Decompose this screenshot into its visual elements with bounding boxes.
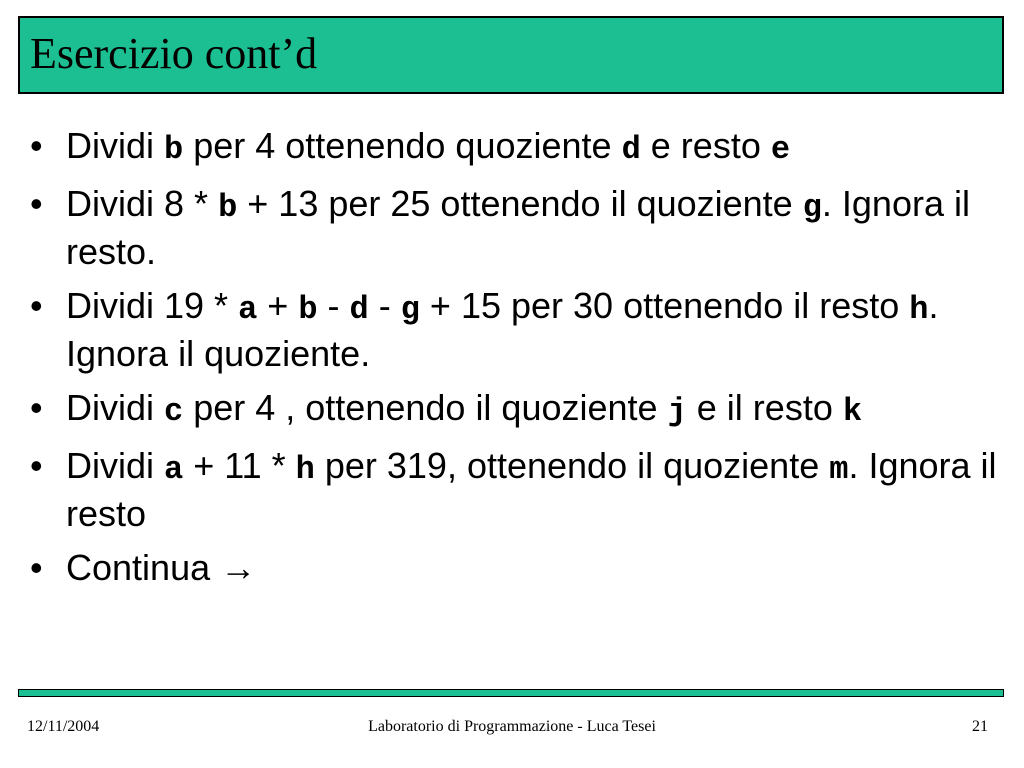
variable-name: h	[295, 451, 315, 488]
bullet-dot: •	[30, 125, 43, 166]
bullet-item	[30, 546, 1005, 590]
footer-date: 12/11/2004	[27, 718, 100, 735]
variable-name: g	[400, 291, 420, 328]
bullet-text: Dividi	[66, 125, 165, 166]
bullet-item	[30, 386, 1005, 434]
bullet-text: Continua	[66, 547, 221, 588]
variable-name: b	[164, 131, 184, 168]
bullet-item	[30, 444, 1005, 536]
bullet-text: e il resto	[686, 387, 843, 428]
variable-name: b	[218, 189, 238, 226]
variable-name: e	[770, 131, 791, 168]
slide-title: Esercizio cont’d	[30, 29, 318, 78]
variable-name: j	[667, 393, 687, 430]
variable-name: d	[349, 291, 369, 328]
bullet-dot: •	[30, 445, 43, 486]
bullet-text: per 319, ottenendo il quoziente	[314, 445, 830, 486]
bullet-dot: •	[30, 387, 43, 428]
variable-name: a	[238, 291, 258, 328]
bullet-text: Dividi	[66, 445, 165, 486]
variable-name: k	[842, 393, 863, 430]
footer-divider	[18, 689, 1004, 697]
bullet-text: + 15 per 30 ottenendo il resto	[419, 285, 910, 326]
variable-name: b	[298, 291, 318, 328]
bullet-text: per 4 , ottenendo il quoziente	[183, 387, 668, 428]
bullet-text: + 11 *	[183, 445, 296, 486]
variable-name: a	[164, 451, 184, 488]
bullet-text: . Ignora il quoziente.	[66, 285, 939, 374]
bullet-text: . Ignora il resto	[66, 445, 997, 534]
footer-title: Laboratorio di Programmazione - Luca Tesei	[368, 718, 656, 735]
bullet-dot: •	[30, 285, 43, 326]
variable-name: d	[621, 131, 641, 168]
bullet-item	[30, 124, 1005, 172]
arrow-right-icon: →	[220, 547, 257, 588]
bullet-item	[30, 182, 1005, 274]
bullet-text: Dividi 8 *	[66, 183, 219, 224]
bullet-dot: •	[30, 547, 43, 588]
bullet-item	[30, 284, 1005, 376]
variable-name: g	[802, 189, 822, 226]
bullet-text: Dividi	[66, 387, 165, 428]
variable-name: h	[909, 291, 929, 328]
bullet-text: Dividi 19 *	[66, 285, 239, 326]
bullet-list	[30, 124, 1005, 600]
bullet-text: . Ignora il resto.	[66, 183, 970, 272]
bullet-dot: •	[30, 183, 43, 224]
variable-name: c	[164, 393, 184, 430]
bullet-text: -	[317, 285, 350, 326]
bullet-text: -	[368, 285, 401, 326]
page-number: 21	[972, 718, 988, 735]
bullet-text: + 13 per 25 ottenendo il quoziente	[237, 183, 803, 224]
bullet-text: e resto	[640, 125, 771, 166]
bullet-text: per 4 ottenendo quoziente	[183, 125, 622, 166]
variable-name: m	[829, 451, 849, 488]
bullet-text: +	[257, 285, 299, 326]
title-bar	[18, 16, 1004, 94]
